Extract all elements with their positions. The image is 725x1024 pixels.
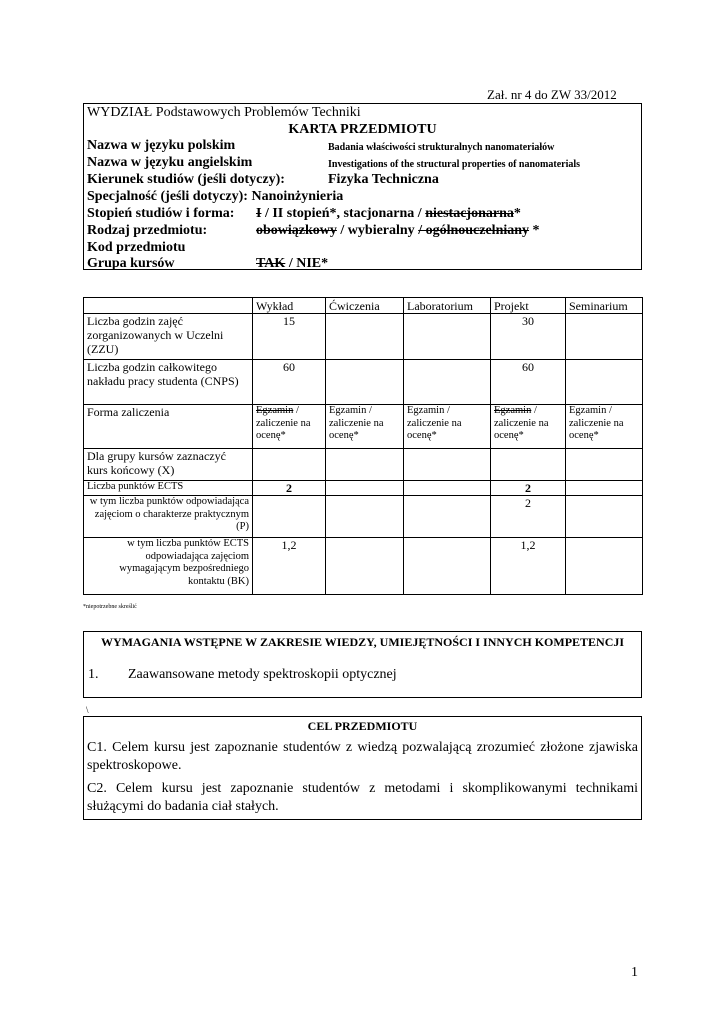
objective-c1: C1. Celem kursu jest zapoznanie studentów z wiedzą pozwalającą zrozumieć złożone zjawiska spektroskopowe. bbox=[87, 740, 638, 773]
level-label: Stopień studiów i forma: bbox=[87, 206, 235, 221]
course-header-box bbox=[83, 103, 642, 270]
specialty-label: Specjalność (jeśli dotyczy): bbox=[87, 189, 248, 204]
ects-lecture: 2 bbox=[253, 481, 326, 496]
objectives-box bbox=[83, 716, 642, 820]
card-title: KARTA PRZEDMIOTU bbox=[288, 122, 437, 137]
requirements-box bbox=[83, 631, 642, 698]
form-label: Forma zaliczenia bbox=[84, 405, 253, 449]
header-empty-cell bbox=[84, 298, 253, 314]
bk-lecture: 1,2 bbox=[253, 538, 326, 595]
form-project: Egzamin / zaliczenie na ocenę* bbox=[491, 405, 566, 449]
objective-c2: C2. Celem kursu jest zapoznanie studentów z metodami i skomplikowanymi technikami służącymi do badania ciał stałych. bbox=[87, 781, 638, 814]
name-pl-value: Badania właściwości strukturalnych nanomateriałów bbox=[328, 142, 555, 153]
cnps-label: Liczba godzin całkowitego nakładu pracy studenta (CNPS) bbox=[84, 360, 253, 405]
bk-project: 1,2 bbox=[491, 538, 566, 595]
table-header-row bbox=[84, 298, 643, 314]
col-lecture: Wykład bbox=[253, 298, 326, 314]
level-value: I / II stopień*, stacjonarna / niestacjonarna* bbox=[256, 206, 521, 221]
level-struck-second: niestacjonarna bbox=[425, 206, 514, 221]
table-row bbox=[84, 405, 643, 449]
name-pl-label: Nazwa w języku polskim bbox=[87, 138, 236, 153]
group-label: Grupa kursów bbox=[87, 256, 175, 271]
zzu-lecture: 15 bbox=[253, 314, 326, 360]
type-label: Rodzaj przedmiotu: bbox=[87, 223, 208, 238]
col-laboratory: Laboratorium bbox=[404, 298, 491, 314]
name-en-value: Investigations of the structural properties of nanomaterials bbox=[328, 159, 581, 170]
ects-label: Liczba punktów ECTS bbox=[84, 481, 253, 496]
footnote: *niepotrzebne skreślić bbox=[83, 604, 137, 610]
type-struck-first: obowiązkowy bbox=[256, 223, 337, 238]
specialty-value: Nanoinżynieria bbox=[251, 189, 344, 204]
type-value: obowiązkowy / wybieralny / ogólnouczelniany * bbox=[256, 223, 540, 238]
requirements-title: WYMAGANIA WSTĘPNE W ZAKRESIE WIEDZY, UMIEJĘTNOŚCI I INNYCH KOMPETENCJI bbox=[100, 635, 625, 649]
col-exercises: Ćwiczenia bbox=[326, 298, 404, 314]
cnps-project: 60 bbox=[491, 360, 566, 405]
level-struck-first: I bbox=[256, 206, 262, 221]
ects-project: 2 bbox=[491, 481, 566, 496]
practical-label: w tym liczba punktów odpowiadająca zajęciom o charakterze praktycznym (P) bbox=[84, 496, 253, 538]
requirement-text: Zaawansowane metody spektroskopii optycznej bbox=[128, 667, 397, 682]
faculty-name: WYDZIAŁ Podstawowych Problemów Techniki bbox=[87, 105, 361, 120]
stray-mark: \ bbox=[86, 705, 89, 715]
group-value: TAK / NIE* bbox=[256, 256, 329, 271]
table-row bbox=[84, 449, 643, 481]
specialty-row bbox=[87, 189, 343, 205]
col-seminar: Seminarium bbox=[566, 298, 643, 314]
form-exercises: Egzamin / zaliczenie na ocenę* bbox=[326, 405, 404, 449]
practical-project: 2 bbox=[491, 496, 566, 538]
hours-table bbox=[83, 297, 643, 595]
objectives-title: CEL PRZEDMIOTU bbox=[307, 719, 418, 733]
table-row bbox=[84, 481, 643, 496]
requirement-item bbox=[88, 667, 397, 683]
type-struck-second: / ogólnouczelniany bbox=[418, 223, 530, 238]
bk-label: w tym liczba punktów ECTS odpowiadająca zajęciom wymagającym bezpośredniego kontaktu (BK) bbox=[84, 538, 253, 595]
field-label: Kierunek studiów (jeśli dotyczy): bbox=[87, 172, 285, 187]
requirement-number: 1. bbox=[88, 667, 99, 682]
code-label: Kod przedmiotu bbox=[87, 240, 186, 255]
col-project: Projekt bbox=[491, 298, 566, 314]
final-course-label: Dla grupy kursów zaznaczyć kurs końcowy (X) bbox=[84, 449, 253, 481]
group-struck: TAK bbox=[256, 256, 286, 271]
zzu-label: Liczba godzin zajęć zorganizowanych w Uczelni (ZZU) bbox=[84, 314, 253, 360]
zzu-project: 30 bbox=[491, 314, 566, 360]
table-row bbox=[84, 360, 643, 405]
table-row bbox=[84, 538, 643, 595]
table-row bbox=[84, 314, 643, 360]
table-row bbox=[84, 496, 643, 538]
name-en-label: Nazwa w języku angielskim bbox=[87, 155, 253, 170]
page-number: 1 bbox=[631, 965, 638, 980]
cnps-lecture: 60 bbox=[253, 360, 326, 405]
form-laboratory: Egzamin / zaliczenie na ocenę* bbox=[404, 405, 491, 449]
attachment-note: Zał. nr 4 do ZW 33/2012 bbox=[487, 87, 617, 102]
field-value: Fizyka Techniczna bbox=[328, 172, 439, 187]
form-lecture: Egzamin / zaliczenie na ocenę* bbox=[253, 405, 326, 449]
form-seminar: Egzamin / zaliczenie na ocenę* bbox=[566, 405, 643, 449]
